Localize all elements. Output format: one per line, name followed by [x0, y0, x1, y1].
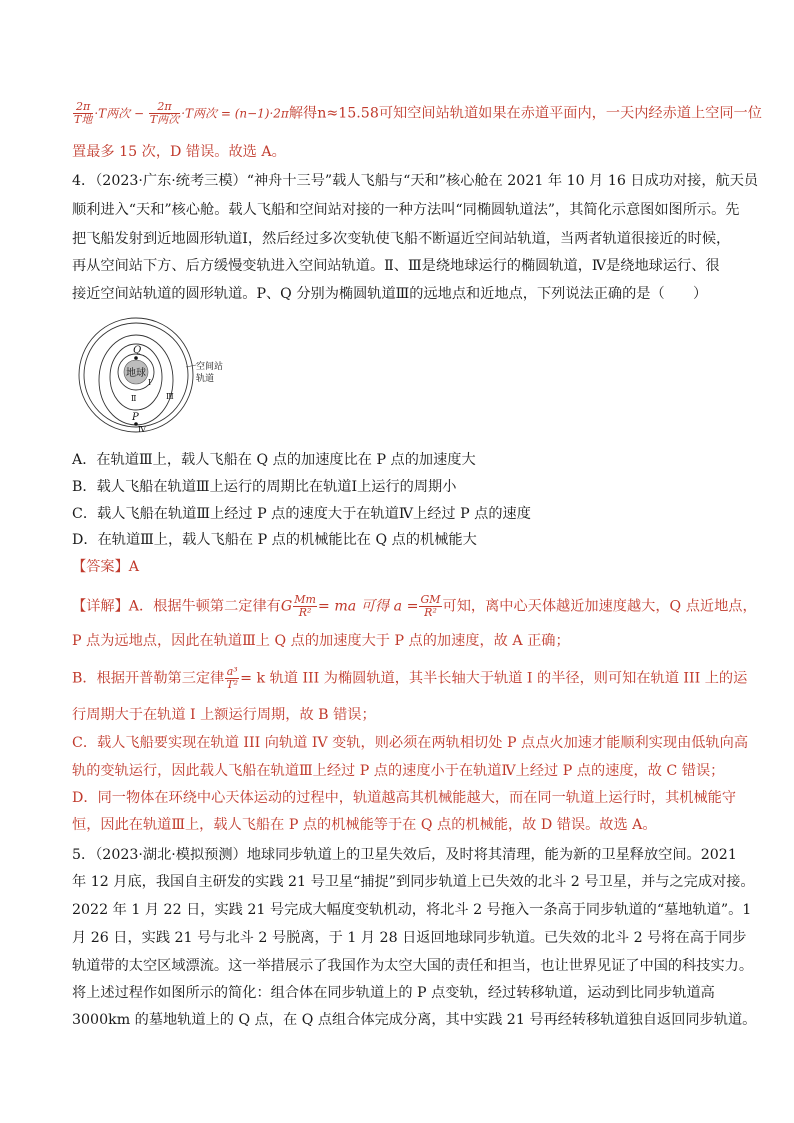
q4-option-d: D．在轨道Ⅲ上，载人飞船在 P 点的机械能比在 Q 点的机械能大: [72, 532, 477, 548]
q4-detail-a-line-2: P 点为远地点，因此在轨道Ⅲ上 Q 点的加速度大于 P 点的加速度，故 A 正确；: [72, 633, 570, 649]
q5-stem-line: 轨道带的太空区域漂流。这一举措展示了我国作为太空大国的责任和担当，也让世界见证了中国的科技实力。: [72, 958, 754, 974]
q3-solution-line-1: $\frac{2\pi}{\text{T地}}$ ·T两次 − $\frac{2\pi}{\text{T两次}}$ ·T两次 = (n−1)·2π解得n≈15.58可知空间站轨道如果在赤道平面内，一天内经赤道上空同一位: [74, 100, 762, 126]
orbit-ii-label: Ⅱ: [131, 394, 137, 403]
q4-detail-c-line-1: C．载人飞船要实现在轨道 III 向轨道 IV 变轨，则必须在两轨相切处 P 点点火加速才能顺利实现由低轨向高: [72, 735, 749, 751]
orbit-iv-label: Ⅳ: [138, 425, 146, 434]
fraction-2pi-over-T-earth: $\frac{2\pi}{\text{T地}}$: [74, 100, 93, 126]
orbit-i-label: Ⅰ: [148, 378, 152, 387]
q4-detail-a-line-1: 【详解】A．根据牛顿第二定律有G $\frac{Mm}{\text{R²}}$ = ma 可得 a = $\frac{GM}{\text{R²}}$ 可知，离中心天体越近加速度越大，Q 点近地点，: [72, 593, 757, 619]
fraction-a3-over-T2: $\frac{\text{a³}}{\text{T²}}$: [226, 665, 239, 691]
q4-stem-line: 把飞船发射到近地圆形轨道Ⅰ，然后经过多次变轨使飞船不断逼近空间站轨道，当两者轨道很接近的时候，: [72, 231, 731, 247]
q4-option-c: C．载人飞船在轨道Ⅲ上经过 P 点的速度大于在轨道Ⅳ上经过 P 点的速度: [72, 506, 531, 522]
q4-stem-line: 再从空间站下方、后方缓慢变轨进入空间站轨道。Ⅱ、Ⅲ是绕地球运行的椭圆轨道，Ⅳ是绕地球运行、很: [72, 258, 720, 274]
earth-label: 地球: [126, 368, 146, 379]
orbit-iii-label: Ⅲ: [166, 392, 174, 401]
point-p-label: P: [132, 412, 139, 423]
q4-stem-line: 4．（2023·广东·统考三模）“神舟十三号”载人飞船与“天和”核心舱在 2021 年 10 月 16 日成功对接，航天员: [72, 173, 759, 189]
fraction-2pi-over-T-twice: $\frac{2\pi}{\text{T两次}}$: [149, 100, 180, 126]
q5-stem-line: 将上述过程作如图所示的简化：组合体在同步轨道上的 P 点变轨，经过转移轨道，运动到比同步轨道高: [72, 985, 715, 1001]
q4-stem-line: 顺利进入“天和”核心舱。载人飞船和空间站对接的一种方法叫“同椭圆轨道法”，其简化示意图如图所示。先: [72, 202, 740, 218]
q4-stem-line: 接近空间站轨道的圆形轨道。P、Q 分别为椭圆轨道Ⅲ的远地点和近地点，下列说法正确的是（ ）: [72, 286, 708, 302]
q3-solution-line-2: 置最多 15 次，D 错误。故选 A。: [72, 144, 286, 160]
q5-stem-line: 2022 年 1 月 22 日，实践 21 号完成大幅度变轨机动，将北斗 2 号拖入一条高于同步轨道的“墓地轨道”。1: [72, 902, 752, 918]
q4-detail-d-line-2: 恒，因此在轨道Ⅲ上，载人飞船在 P 点的机械能等于在 Q 点的机械能，故 D 错误。故选 A。: [72, 817, 657, 833]
q5-stem-line: 3000km 的墓地轨道上的 Q 点，在 Q 点组合体完成分离，其中实践 21 号再经转移轨道独自返回同步轨道。: [72, 1012, 757, 1028]
q4-detail-b-line-2: 行周期大于在轨道 I 上额运行周期，故 B 错误；: [72, 707, 376, 723]
fraction-Mm-over-R2: $\frac{Mm}{\text{R²}}$: [294, 593, 316, 619]
track-label: 轨道: [196, 374, 215, 384]
q4-detail-c-line-2: 轨的变轨运行，因此载人飞船在轨道Ⅲ上经过 P 点的速度小于在轨道Ⅳ上经过 P 点的速度，故 C 错误；: [72, 763, 725, 779]
q5-stem-line: 月 26 日，实践 21 号与北斗 2 号脱离，于 1 月 28 日返回地球同步轨道。已失效的北斗 2 号将在高于同步: [72, 930, 747, 946]
q5-stem-line: 5．（2023·湖北·模拟预测）地球同步轨道上的卫星失效后，及时将其清理，能为新的卫星释放空间。2021: [72, 847, 737, 863]
fraction-GM-over-R2: $\frac{GM}{\text{R²}}$: [420, 593, 441, 619]
q4-option-b: B．载人飞船在轨道Ⅲ上运行的周期比在轨道Ⅰ上运行的周期小: [72, 479, 457, 495]
q4-answer: 【答案】A: [72, 559, 139, 575]
q5-stem-line: 年 12 月底，我国自主研发的实践 21 号卫星“捕捉”到同步轨道上已失效的北斗 2 号卫星，并与之完成对接。: [72, 874, 755, 890]
q4-detail-b-line-1: B．根据开普勒第三定律 $\frac{\text{a³}}{\text{T²}}$ = k 轨道 III 为椭圆轨道，其半长轴大于轨道 I 的半径，则可知在轨道 III 上的运: [72, 665, 748, 691]
point-q-label: Q: [133, 345, 142, 356]
orbit-diagram: [68, 317, 238, 442]
q4-detail-d-line-1: D．同一物体在环绕中心天体运动的过程中，轨道越高其机械能越大，而在同一轨道上运行时，其机械能守: [72, 790, 737, 806]
station-label: 空间站: [196, 362, 224, 372]
point-q: [134, 356, 138, 360]
q4-option-a: A．在轨道Ⅲ上，载人飞船在 Q 点的加速度比在 P 点的加速度大: [72, 452, 476, 468]
